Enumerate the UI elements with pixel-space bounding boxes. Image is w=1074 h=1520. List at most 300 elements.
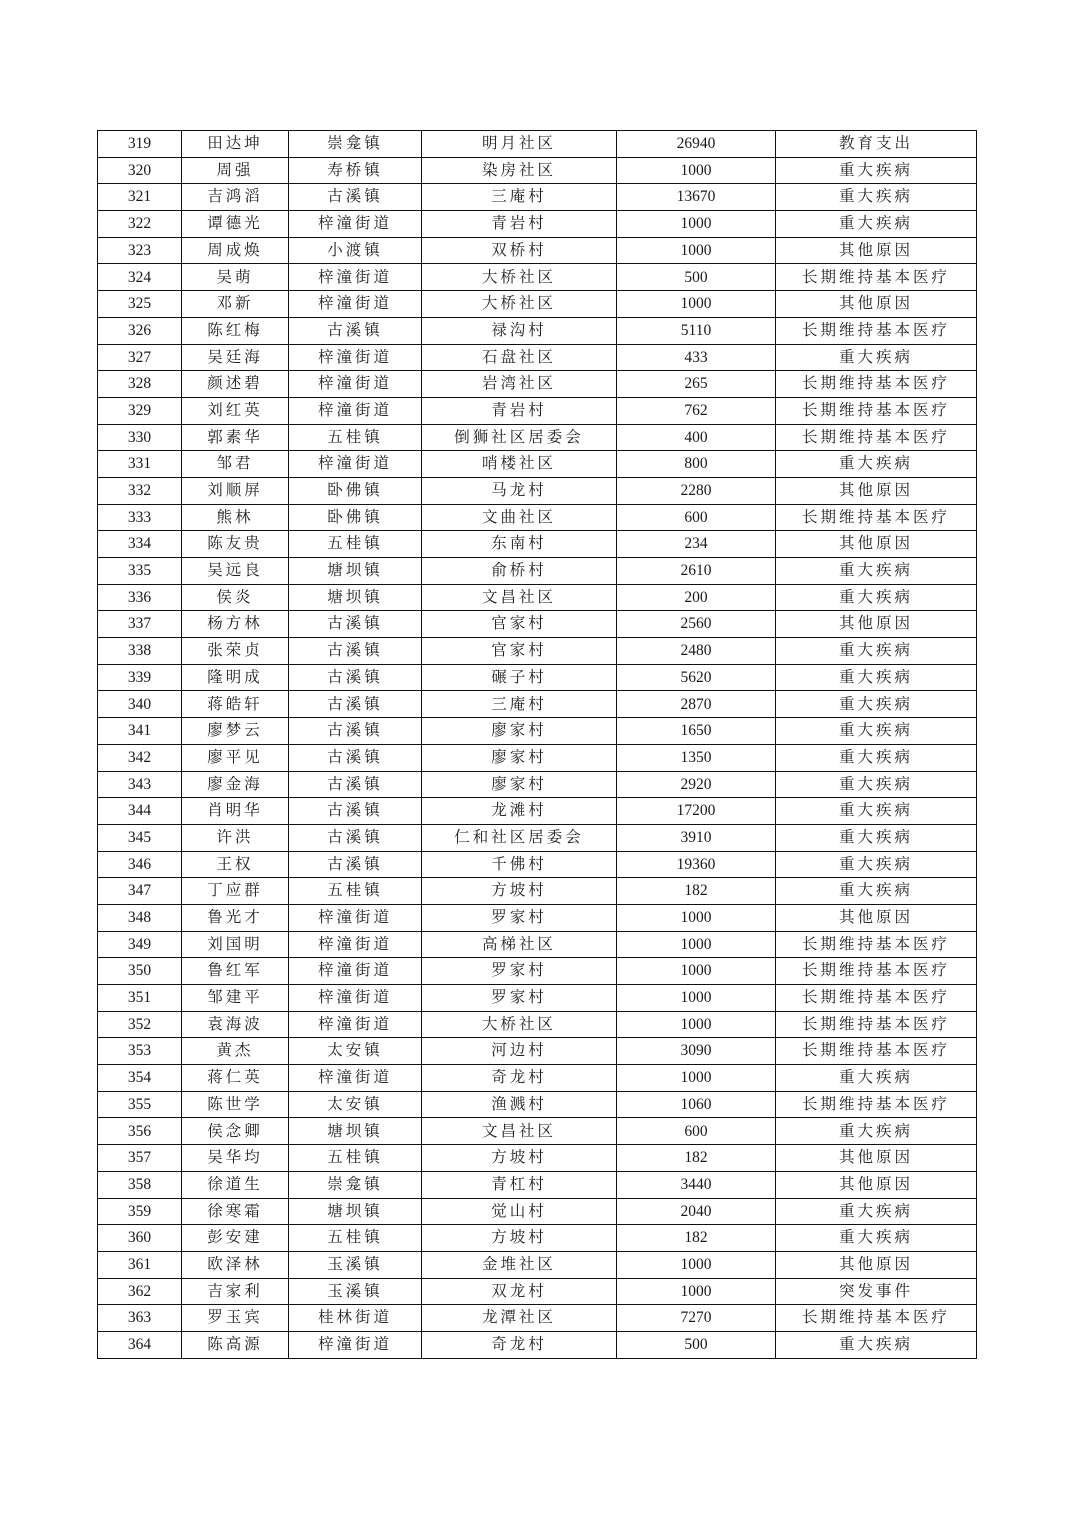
name-cell: 侯念卿 xyxy=(182,1118,289,1145)
table-row xyxy=(98,744,977,771)
reason-cell: 重大疾病 xyxy=(776,1118,977,1145)
amount-cell: 600 xyxy=(617,504,776,531)
name-cell: 陈友贵 xyxy=(182,531,289,558)
amount-cell: 2280 xyxy=(617,477,776,504)
amount-cell: 1000 xyxy=(617,904,776,931)
village-cell: 金堆社区 xyxy=(422,1251,617,1278)
town-cell: 梓潼街道 xyxy=(289,211,422,238)
town-cell: 梓潼街道 xyxy=(289,958,422,985)
name-cell: 蒋皓轩 xyxy=(182,691,289,718)
reason-cell: 重大疾病 xyxy=(776,691,977,718)
village-cell: 廖家村 xyxy=(422,718,617,745)
amount-cell: 3440 xyxy=(617,1171,776,1198)
row-number-cell: 344 xyxy=(98,798,182,825)
table-row xyxy=(98,1038,977,1065)
amount-cell: 1000 xyxy=(617,211,776,238)
row-number-cell: 359 xyxy=(98,1198,182,1225)
reason-cell: 重大疾病 xyxy=(776,558,977,585)
name-cell: 刘国明 xyxy=(182,931,289,958)
table-row xyxy=(98,1145,977,1172)
village-cell: 东南村 xyxy=(422,531,617,558)
row-number-cell: 342 xyxy=(98,744,182,771)
name-cell: 徐寒霜 xyxy=(182,1198,289,1225)
town-cell: 梓潼街道 xyxy=(289,371,422,398)
town-cell: 梓潼街道 xyxy=(289,1331,422,1358)
reason-cell: 其他原因 xyxy=(776,291,977,318)
town-cell: 五桂镇 xyxy=(289,1145,422,1172)
reason-cell: 长期维持基本医疗 xyxy=(776,1011,977,1038)
amount-cell: 5110 xyxy=(617,317,776,344)
name-cell: 周成焕 xyxy=(182,237,289,264)
row-number-cell: 327 xyxy=(98,344,182,371)
reason-cell: 其他原因 xyxy=(776,611,977,638)
amount-cell: 762 xyxy=(617,397,776,424)
table-row xyxy=(98,664,977,691)
reason-cell: 突发事件 xyxy=(776,1278,977,1305)
town-cell: 梓潼街道 xyxy=(289,344,422,371)
row-number-cell: 340 xyxy=(98,691,182,718)
town-cell: 古溪镇 xyxy=(289,824,422,851)
town-cell: 古溪镇 xyxy=(289,744,422,771)
table-row xyxy=(98,1251,977,1278)
town-cell: 梓潼街道 xyxy=(289,291,422,318)
amount-cell: 2920 xyxy=(617,771,776,798)
village-cell: 渔溅村 xyxy=(422,1091,617,1118)
reason-cell: 重大疾病 xyxy=(776,718,977,745)
town-cell: 古溪镇 xyxy=(289,691,422,718)
row-number-cell: 345 xyxy=(98,824,182,851)
reason-cell: 长期维持基本医疗 xyxy=(776,958,977,985)
amount-cell: 1000 xyxy=(617,1251,776,1278)
amount-cell: 26940 xyxy=(617,131,776,158)
village-cell: 青杠村 xyxy=(422,1171,617,1198)
village-cell: 罗家村 xyxy=(422,958,617,985)
town-cell: 崇龛镇 xyxy=(289,131,422,158)
village-cell: 河边村 xyxy=(422,1038,617,1065)
row-number-cell: 358 xyxy=(98,1171,182,1198)
row-number-cell: 347 xyxy=(98,878,182,905)
name-cell: 鲁红军 xyxy=(182,958,289,985)
name-cell: 蒋仁英 xyxy=(182,1065,289,1092)
table-row xyxy=(98,291,977,318)
amount-cell: 182 xyxy=(617,878,776,905)
table-row xyxy=(98,691,977,718)
row-number-cell: 346 xyxy=(98,851,182,878)
table-row xyxy=(98,1065,977,1092)
reason-cell: 其他原因 xyxy=(776,531,977,558)
amount-cell: 1350 xyxy=(617,744,776,771)
village-cell: 大桥社区 xyxy=(422,264,617,291)
name-cell: 吴华均 xyxy=(182,1145,289,1172)
table-row xyxy=(98,985,977,1012)
name-cell: 谭德光 xyxy=(182,211,289,238)
name-cell: 刘顺屏 xyxy=(182,477,289,504)
town-cell: 古溪镇 xyxy=(289,771,422,798)
reason-cell: 其他原因 xyxy=(776,1145,977,1172)
village-cell: 觉山村 xyxy=(422,1198,617,1225)
name-cell: 鲁光才 xyxy=(182,904,289,931)
reason-cell: 重大疾病 xyxy=(776,1065,977,1092)
village-cell: 岩湾社区 xyxy=(422,371,617,398)
town-cell: 太安镇 xyxy=(289,1091,422,1118)
amount-cell: 19360 xyxy=(617,851,776,878)
village-cell: 方坡村 xyxy=(422,1225,617,1252)
amount-cell: 1000 xyxy=(617,237,776,264)
name-cell: 陈高源 xyxy=(182,1331,289,1358)
name-cell: 黄杰 xyxy=(182,1038,289,1065)
reason-cell: 长期维持基本医疗 xyxy=(776,397,977,424)
row-number-cell: 328 xyxy=(98,371,182,398)
table-row xyxy=(98,878,977,905)
town-cell: 桂林街道 xyxy=(289,1305,422,1332)
table-row xyxy=(98,1011,977,1038)
village-cell: 文昌社区 xyxy=(422,1118,617,1145)
row-number-cell: 363 xyxy=(98,1305,182,1332)
table-row xyxy=(98,1171,977,1198)
town-cell: 梓潼街道 xyxy=(289,931,422,958)
village-cell: 罗家村 xyxy=(422,985,617,1012)
row-number-cell: 355 xyxy=(98,1091,182,1118)
amount-cell: 1650 xyxy=(617,718,776,745)
name-cell: 吉家利 xyxy=(182,1278,289,1305)
town-cell: 五桂镇 xyxy=(289,878,422,905)
reason-cell: 重大疾病 xyxy=(776,1198,977,1225)
amount-cell: 1000 xyxy=(617,157,776,184)
amount-cell: 2610 xyxy=(617,558,776,585)
reason-cell: 重大疾病 xyxy=(776,1225,977,1252)
reason-cell: 重大疾病 xyxy=(776,798,977,825)
village-cell: 方坡村 xyxy=(422,1145,617,1172)
row-number-cell: 324 xyxy=(98,264,182,291)
name-cell: 张荣贞 xyxy=(182,638,289,665)
town-cell: 梓潼街道 xyxy=(289,397,422,424)
reason-cell: 重大疾病 xyxy=(776,1331,977,1358)
village-cell: 奇龙村 xyxy=(422,1065,617,1092)
town-cell: 梓潼街道 xyxy=(289,1011,422,1038)
amount-cell: 1000 xyxy=(617,1278,776,1305)
row-number-cell: 351 xyxy=(98,985,182,1012)
town-cell: 古溪镇 xyxy=(289,638,422,665)
amount-cell: 7270 xyxy=(617,1305,776,1332)
reason-cell: 长期维持基本医疗 xyxy=(776,504,977,531)
table-row xyxy=(98,558,977,585)
reason-cell: 长期维持基本医疗 xyxy=(776,424,977,451)
amount-cell: 182 xyxy=(617,1225,776,1252)
table-row xyxy=(98,584,977,611)
town-cell: 卧佛镇 xyxy=(289,504,422,531)
town-cell: 小渡镇 xyxy=(289,237,422,264)
table-row xyxy=(98,397,977,424)
village-cell: 千佛村 xyxy=(422,851,617,878)
town-cell: 古溪镇 xyxy=(289,798,422,825)
village-cell: 罗家村 xyxy=(422,904,617,931)
name-cell: 田达坤 xyxy=(182,131,289,158)
amount-cell: 1000 xyxy=(617,1065,776,1092)
row-number-cell: 338 xyxy=(98,638,182,665)
town-cell: 梓潼街道 xyxy=(289,904,422,931)
table-row xyxy=(98,477,977,504)
village-cell: 双龙村 xyxy=(422,1278,617,1305)
row-number-cell: 319 xyxy=(98,131,182,158)
amount-cell: 500 xyxy=(617,1331,776,1358)
name-cell: 隆明成 xyxy=(182,664,289,691)
table-row xyxy=(98,344,977,371)
name-cell: 肖明华 xyxy=(182,798,289,825)
row-number-cell: 350 xyxy=(98,958,182,985)
reason-cell: 重大疾病 xyxy=(776,664,977,691)
village-cell: 染房社区 xyxy=(422,157,617,184)
village-cell: 俞桥村 xyxy=(422,558,617,585)
town-cell: 古溪镇 xyxy=(289,184,422,211)
reason-cell: 重大疾病 xyxy=(776,184,977,211)
row-number-cell: 335 xyxy=(98,558,182,585)
table-row xyxy=(98,824,977,851)
row-number-cell: 320 xyxy=(98,157,182,184)
amount-cell: 433 xyxy=(617,344,776,371)
village-cell: 文曲社区 xyxy=(422,504,617,531)
reason-cell: 长期维持基本医疗 xyxy=(776,1038,977,1065)
row-number-cell: 362 xyxy=(98,1278,182,1305)
village-cell: 碾子村 xyxy=(422,664,617,691)
table-row xyxy=(98,771,977,798)
table-row xyxy=(98,718,977,745)
table-row xyxy=(98,264,977,291)
table-row xyxy=(98,851,977,878)
name-cell: 吉鸿滔 xyxy=(182,184,289,211)
village-cell: 廖家村 xyxy=(422,771,617,798)
town-cell: 卧佛镇 xyxy=(289,477,422,504)
village-cell: 方坡村 xyxy=(422,878,617,905)
town-cell: 五桂镇 xyxy=(289,531,422,558)
table-row xyxy=(98,1278,977,1305)
table-row xyxy=(98,931,977,958)
name-cell: 廖平见 xyxy=(182,744,289,771)
reason-cell: 其他原因 xyxy=(776,1171,977,1198)
amount-cell: 1000 xyxy=(617,958,776,985)
town-cell: 五桂镇 xyxy=(289,424,422,451)
row-number-cell: 360 xyxy=(98,1225,182,1252)
amount-cell: 3090 xyxy=(617,1038,776,1065)
town-cell: 塘坝镇 xyxy=(289,558,422,585)
town-cell: 崇龛镇 xyxy=(289,1171,422,1198)
amount-cell: 3910 xyxy=(617,824,776,851)
village-cell: 文昌社区 xyxy=(422,584,617,611)
name-cell: 陈世学 xyxy=(182,1091,289,1118)
row-number-cell: 329 xyxy=(98,397,182,424)
table-row xyxy=(98,1225,977,1252)
reason-cell: 长期维持基本医疗 xyxy=(776,264,977,291)
reason-cell: 教育支出 xyxy=(776,131,977,158)
table-row xyxy=(98,371,977,398)
amount-cell: 500 xyxy=(617,264,776,291)
name-cell: 徐道生 xyxy=(182,1171,289,1198)
amount-cell: 400 xyxy=(617,424,776,451)
row-number-cell: 361 xyxy=(98,1251,182,1278)
reason-cell: 重大疾病 xyxy=(776,451,977,478)
village-cell: 倒狮社区居委会 xyxy=(422,424,617,451)
table-row xyxy=(98,958,977,985)
name-cell: 熊林 xyxy=(182,504,289,531)
town-cell: 梓潼街道 xyxy=(289,264,422,291)
town-cell: 塘坝镇 xyxy=(289,1198,422,1225)
reason-cell: 长期维持基本医疗 xyxy=(776,931,977,958)
name-cell: 郭素华 xyxy=(182,424,289,451)
town-cell: 玉溪镇 xyxy=(289,1251,422,1278)
village-cell: 三庵村 xyxy=(422,691,617,718)
reason-cell: 长期维持基本医疗 xyxy=(776,1305,977,1332)
row-number-cell: 326 xyxy=(98,317,182,344)
village-cell: 龙滩村 xyxy=(422,798,617,825)
reason-cell: 其他原因 xyxy=(776,237,977,264)
row-number-cell: 364 xyxy=(98,1331,182,1358)
amount-cell: 1060 xyxy=(617,1091,776,1118)
reason-cell: 长期维持基本医疗 xyxy=(776,371,977,398)
row-number-cell: 356 xyxy=(98,1118,182,1145)
name-cell: 邹建平 xyxy=(182,985,289,1012)
name-cell: 廖金海 xyxy=(182,771,289,798)
reason-cell: 重大疾病 xyxy=(776,771,977,798)
amount-cell: 1000 xyxy=(617,291,776,318)
reason-cell: 重大疾病 xyxy=(776,824,977,851)
assistance-roster-table xyxy=(97,130,977,1359)
amount-cell: 600 xyxy=(617,1118,776,1145)
village-cell: 高梯社区 xyxy=(422,931,617,958)
town-cell: 古溪镇 xyxy=(289,317,422,344)
village-cell: 明月社区 xyxy=(422,131,617,158)
table-row xyxy=(98,184,977,211)
table-row xyxy=(98,798,977,825)
reason-cell: 长期维持基本医疗 xyxy=(776,1091,977,1118)
village-cell: 龙潭社区 xyxy=(422,1305,617,1332)
village-cell: 双桥村 xyxy=(422,237,617,264)
town-cell: 寿桥镇 xyxy=(289,157,422,184)
name-cell: 彭安建 xyxy=(182,1225,289,1252)
row-number-cell: 348 xyxy=(98,904,182,931)
reason-cell: 重大疾病 xyxy=(776,878,977,905)
amount-cell: 182 xyxy=(617,1145,776,1172)
village-cell: 仁和社区居委会 xyxy=(422,824,617,851)
row-number-cell: 357 xyxy=(98,1145,182,1172)
amount-cell: 2560 xyxy=(617,611,776,638)
name-cell: 丁应群 xyxy=(182,878,289,905)
reason-cell: 重大疾病 xyxy=(776,157,977,184)
town-cell: 玉溪镇 xyxy=(289,1278,422,1305)
reason-cell: 重大疾病 xyxy=(776,851,977,878)
reason-cell: 其他原因 xyxy=(776,1251,977,1278)
row-number-cell: 353 xyxy=(98,1038,182,1065)
village-cell: 大桥社区 xyxy=(422,1011,617,1038)
row-number-cell: 331 xyxy=(98,451,182,478)
town-cell: 太安镇 xyxy=(289,1038,422,1065)
reason-cell: 重大疾病 xyxy=(776,744,977,771)
row-number-cell: 341 xyxy=(98,718,182,745)
town-cell: 古溪镇 xyxy=(289,611,422,638)
town-cell: 五桂镇 xyxy=(289,1225,422,1252)
table-body xyxy=(98,131,977,1359)
name-cell: 颜述碧 xyxy=(182,371,289,398)
amount-cell: 234 xyxy=(617,531,776,558)
name-cell: 邓新 xyxy=(182,291,289,318)
table-row xyxy=(98,1305,977,1332)
name-cell: 吴远良 xyxy=(182,558,289,585)
name-cell: 周强 xyxy=(182,157,289,184)
row-number-cell: 354 xyxy=(98,1065,182,1092)
town-cell: 梓潼街道 xyxy=(289,985,422,1012)
table-row xyxy=(98,1198,977,1225)
amount-cell: 800 xyxy=(617,451,776,478)
name-cell: 刘红英 xyxy=(182,397,289,424)
table-row xyxy=(98,531,977,558)
reason-cell: 重大疾病 xyxy=(776,211,977,238)
village-cell: 官家村 xyxy=(422,611,617,638)
row-number-cell: 325 xyxy=(98,291,182,318)
amount-cell: 1000 xyxy=(617,985,776,1012)
reason-cell: 长期维持基本医疗 xyxy=(776,985,977,1012)
reason-cell: 重大疾病 xyxy=(776,638,977,665)
village-cell: 奇龙村 xyxy=(422,1331,617,1358)
village-cell: 三庵村 xyxy=(422,184,617,211)
name-cell: 罗玉宾 xyxy=(182,1305,289,1332)
table-row xyxy=(98,424,977,451)
row-number-cell: 349 xyxy=(98,931,182,958)
village-cell: 马龙村 xyxy=(422,477,617,504)
reason-cell: 重大疾病 xyxy=(776,344,977,371)
table-row xyxy=(98,131,977,158)
reason-cell: 其他原因 xyxy=(776,477,977,504)
reason-cell: 长期维持基本医疗 xyxy=(776,317,977,344)
village-cell: 哨楼社区 xyxy=(422,451,617,478)
table-row xyxy=(98,237,977,264)
row-number-cell: 332 xyxy=(98,477,182,504)
name-cell: 袁海波 xyxy=(182,1011,289,1038)
name-cell: 杨方林 xyxy=(182,611,289,638)
row-number-cell: 343 xyxy=(98,771,182,798)
table-row xyxy=(98,1118,977,1145)
amount-cell: 1000 xyxy=(617,1011,776,1038)
table-row xyxy=(98,451,977,478)
town-cell: 古溪镇 xyxy=(289,851,422,878)
name-cell: 许洪 xyxy=(182,824,289,851)
row-number-cell: 339 xyxy=(98,664,182,691)
name-cell: 吴萌 xyxy=(182,264,289,291)
amount-cell: 2870 xyxy=(617,691,776,718)
town-cell: 梓潼街道 xyxy=(289,451,422,478)
row-number-cell: 321 xyxy=(98,184,182,211)
amount-cell: 2480 xyxy=(617,638,776,665)
amount-cell: 17200 xyxy=(617,798,776,825)
table-row xyxy=(98,504,977,531)
row-number-cell: 323 xyxy=(98,237,182,264)
row-number-cell: 334 xyxy=(98,531,182,558)
reason-cell: 其他原因 xyxy=(776,904,977,931)
name-cell: 吴廷海 xyxy=(182,344,289,371)
table-row xyxy=(98,211,977,238)
row-number-cell: 333 xyxy=(98,504,182,531)
amount-cell: 1000 xyxy=(617,931,776,958)
amount-cell: 265 xyxy=(617,371,776,398)
table-row xyxy=(98,1331,977,1358)
table-row xyxy=(98,611,977,638)
name-cell: 陈红梅 xyxy=(182,317,289,344)
row-number-cell: 322 xyxy=(98,211,182,238)
table-row xyxy=(98,638,977,665)
row-number-cell: 330 xyxy=(98,424,182,451)
amount-cell: 200 xyxy=(617,584,776,611)
town-cell: 古溪镇 xyxy=(289,718,422,745)
village-cell: 青岩村 xyxy=(422,211,617,238)
name-cell: 廖梦云 xyxy=(182,718,289,745)
village-cell: 廖家村 xyxy=(422,744,617,771)
